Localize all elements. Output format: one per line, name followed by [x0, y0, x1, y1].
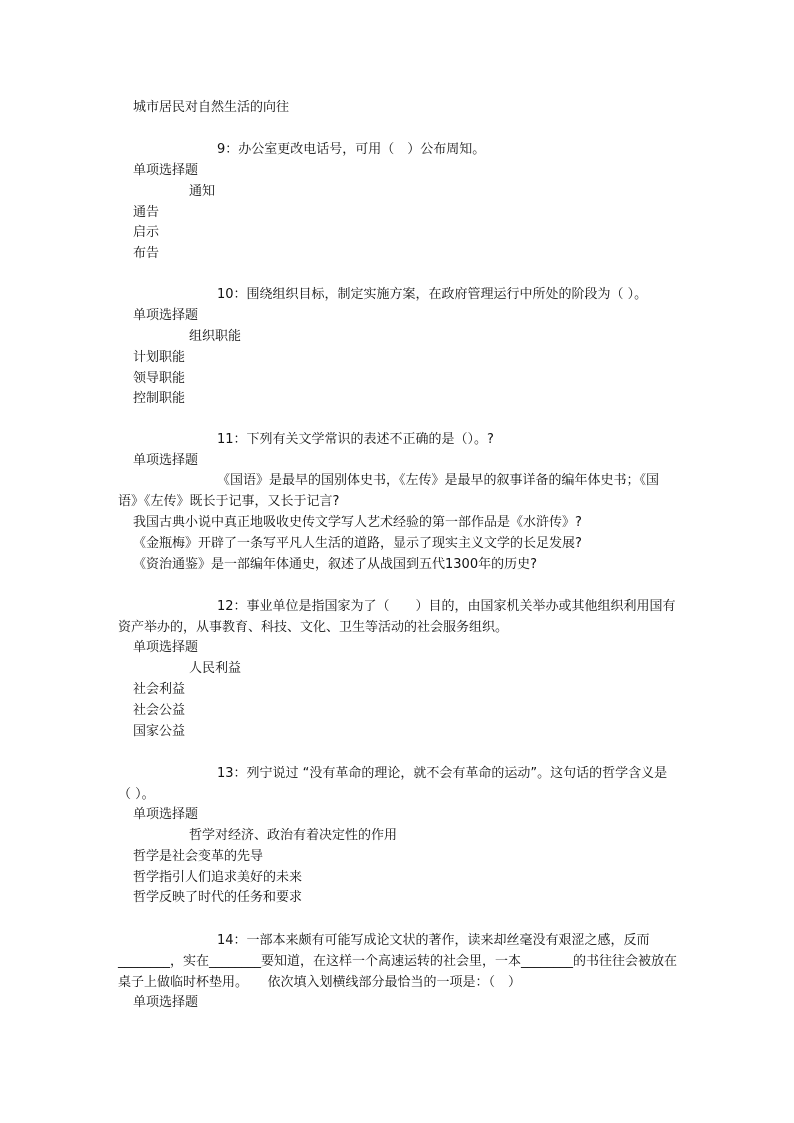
question-12-stem: 12：事业单位是指国家为了（ ）目的，由国家机关举办或其他组织利用国有资产举办的，从事教育、科技、文化、卫生等活动的社会服务组织。: [118, 599, 676, 635]
question-10-option-d: 控制职能: [133, 391, 186, 406]
question-9-option-a: 通知: [189, 184, 216, 199]
question-13-option-b: 哲学是社会变革的先导: [133, 849, 264, 864]
question-12-option-c: 社会公益: [133, 703, 186, 718]
question-11-option-b: 我国古典小说中真正地吸收史传文学写人艺术经验的第一部作品是《水浒传》?: [133, 515, 582, 530]
question-11-option-d: 《资治通鉴》是一部编年体通史，叙述了从战国到五代1300年的历史?: [133, 557, 537, 572]
question-12-type: 单项选择题: [133, 640, 199, 655]
question-10-stem: 10：围绕组织目标，制定实施方案，在政府管理运行中所处的阶段为（ ）。: [217, 287, 648, 302]
question-10-option-c: 领导职能: [133, 371, 186, 386]
question-14-stem: 14：一部本来颇有可能写成论文状的著作，读来却丝毫没有艰涩之感，反而________，实在________要知道，在这样一个高速运转的社会里，一本________的书往往会被放在桌子上做临时杯垫用。 依次填入划横线部分最恰当的一项是：（ ）: [118, 933, 678, 990]
question-13-stem: 13：列宁说过 “没有革命的理论，就不会有革命的运动”。这句话的哲学含义是（ ）。: [118, 766, 668, 802]
question-9-option-d: 布告: [133, 246, 160, 261]
question-12-option-b: 社会利益: [133, 682, 186, 697]
question-10-option-a: 组织职能: [189, 329, 242, 344]
question-9-stem: 9：办公室更改电话号，可用（ ）公布周知。: [217, 142, 486, 157]
question-9-option-c: 启示: [133, 225, 160, 240]
question-13-option-d: 哲学反映了时代的任务和要求: [133, 890, 303, 905]
question-9-type: 单项选择题: [133, 163, 199, 178]
question-12-option-a: 人民利益: [189, 661, 242, 676]
question-11-option-a: 《国语》是最早的国别体史书，《左传》是最早的叙事详备的编年体史书；《国语》《左传》既长于记事，又长于记言?: [118, 473, 660, 509]
question-11-type: 单项选择题: [133, 453, 199, 468]
lead-option-text: 城市居民对自然生活的向往: [133, 100, 290, 115]
question-13-option-c: 哲学指引人们追求美好的未来: [133, 870, 303, 885]
question-11-option-c: 《金瓶梅》开辟了一条写平凡人生活的道路，显示了现实主义文学的长足发展?: [133, 536, 582, 551]
question-10-type: 单项选择题: [133, 308, 199, 323]
question-12-option-d: 国家公益: [133, 724, 186, 739]
question-10-option-b: 计划职能: [133, 350, 186, 365]
question-11-stem: 11：下列有关文学常识的表述不正确的是（）。?: [217, 432, 494, 447]
question-14-type: 单项选择题: [133, 995, 199, 1010]
question-13-type: 单项选择题: [133, 807, 199, 822]
question-9-option-b: 通告: [133, 205, 160, 220]
question-13-option-a: 哲学对经济、政治有着决定性的作用: [189, 828, 398, 843]
